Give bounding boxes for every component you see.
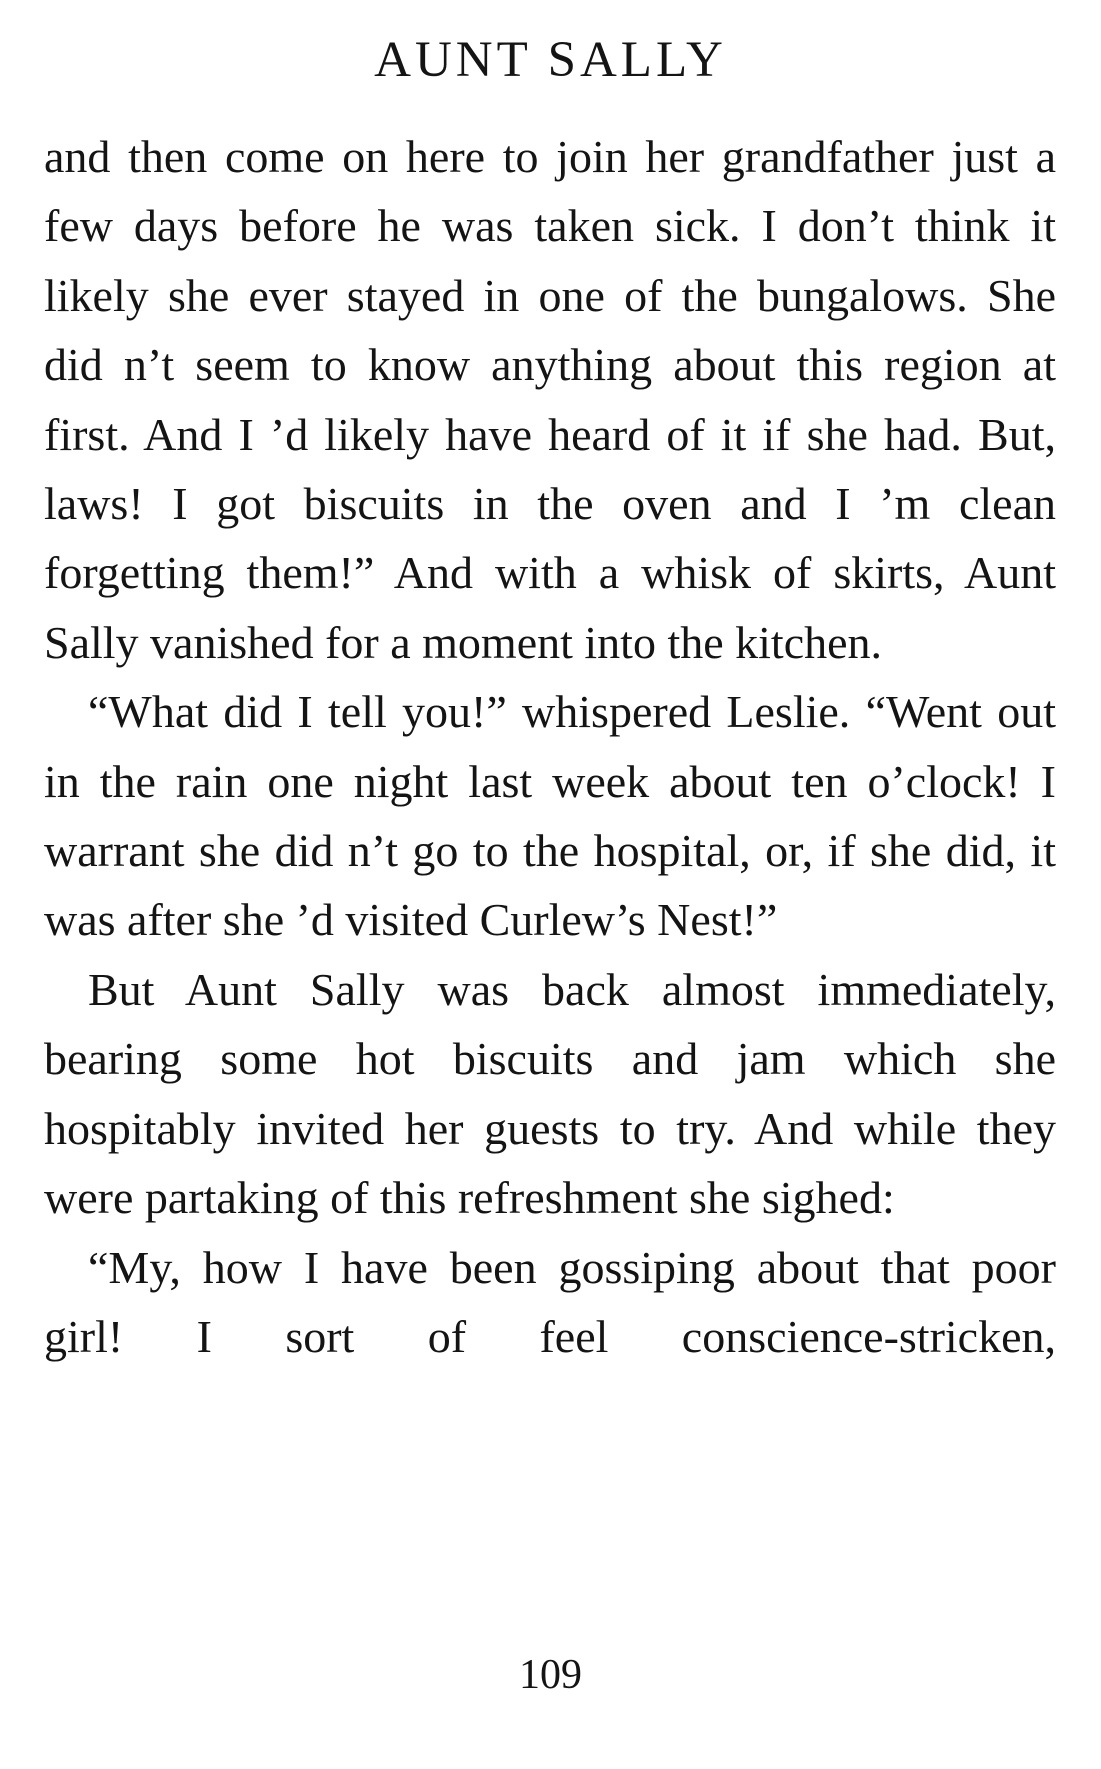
body-text <box>44 122 1056 1371</box>
paragraph: “My, how I have been gossiping about that poor girl! I sort of feel conscience-stricken, <box>44 1241 1056 1362</box>
paragraph: and then come on here to join her grandfather just a few days before he was taken sick. I don’t think it likely she ever stayed in one of the bungalows. She did n’t seem to know anything about this region at first. And I ’d likely have heard of it if she had. But, laws! I got biscuits in the oven and I ’m clean forgetting them!” And with a whisk of skirts, Aunt Sally vanished for a moment into the kitchen. <box>44 131 1056 668</box>
paragraph: “What did I tell you!” whispered Leslie. “Went out in the rain one night last week about ten o’clock! I warrant she did n’t go to the hospital, or, if she did, it was after she ’d visited Curlew’s Nest!” <box>44 686 1056 946</box>
page-number: 109 <box>519 1652 582 1698</box>
paragraph: But Aunt Sally was back almost immediately, bearing some hot biscuits and jam which she hospitably invited her guests to try. And while they were partaking of this refreshment she sighed: <box>44 963 1056 1224</box>
running-head: AUNT SALLY <box>374 32 727 88</box>
